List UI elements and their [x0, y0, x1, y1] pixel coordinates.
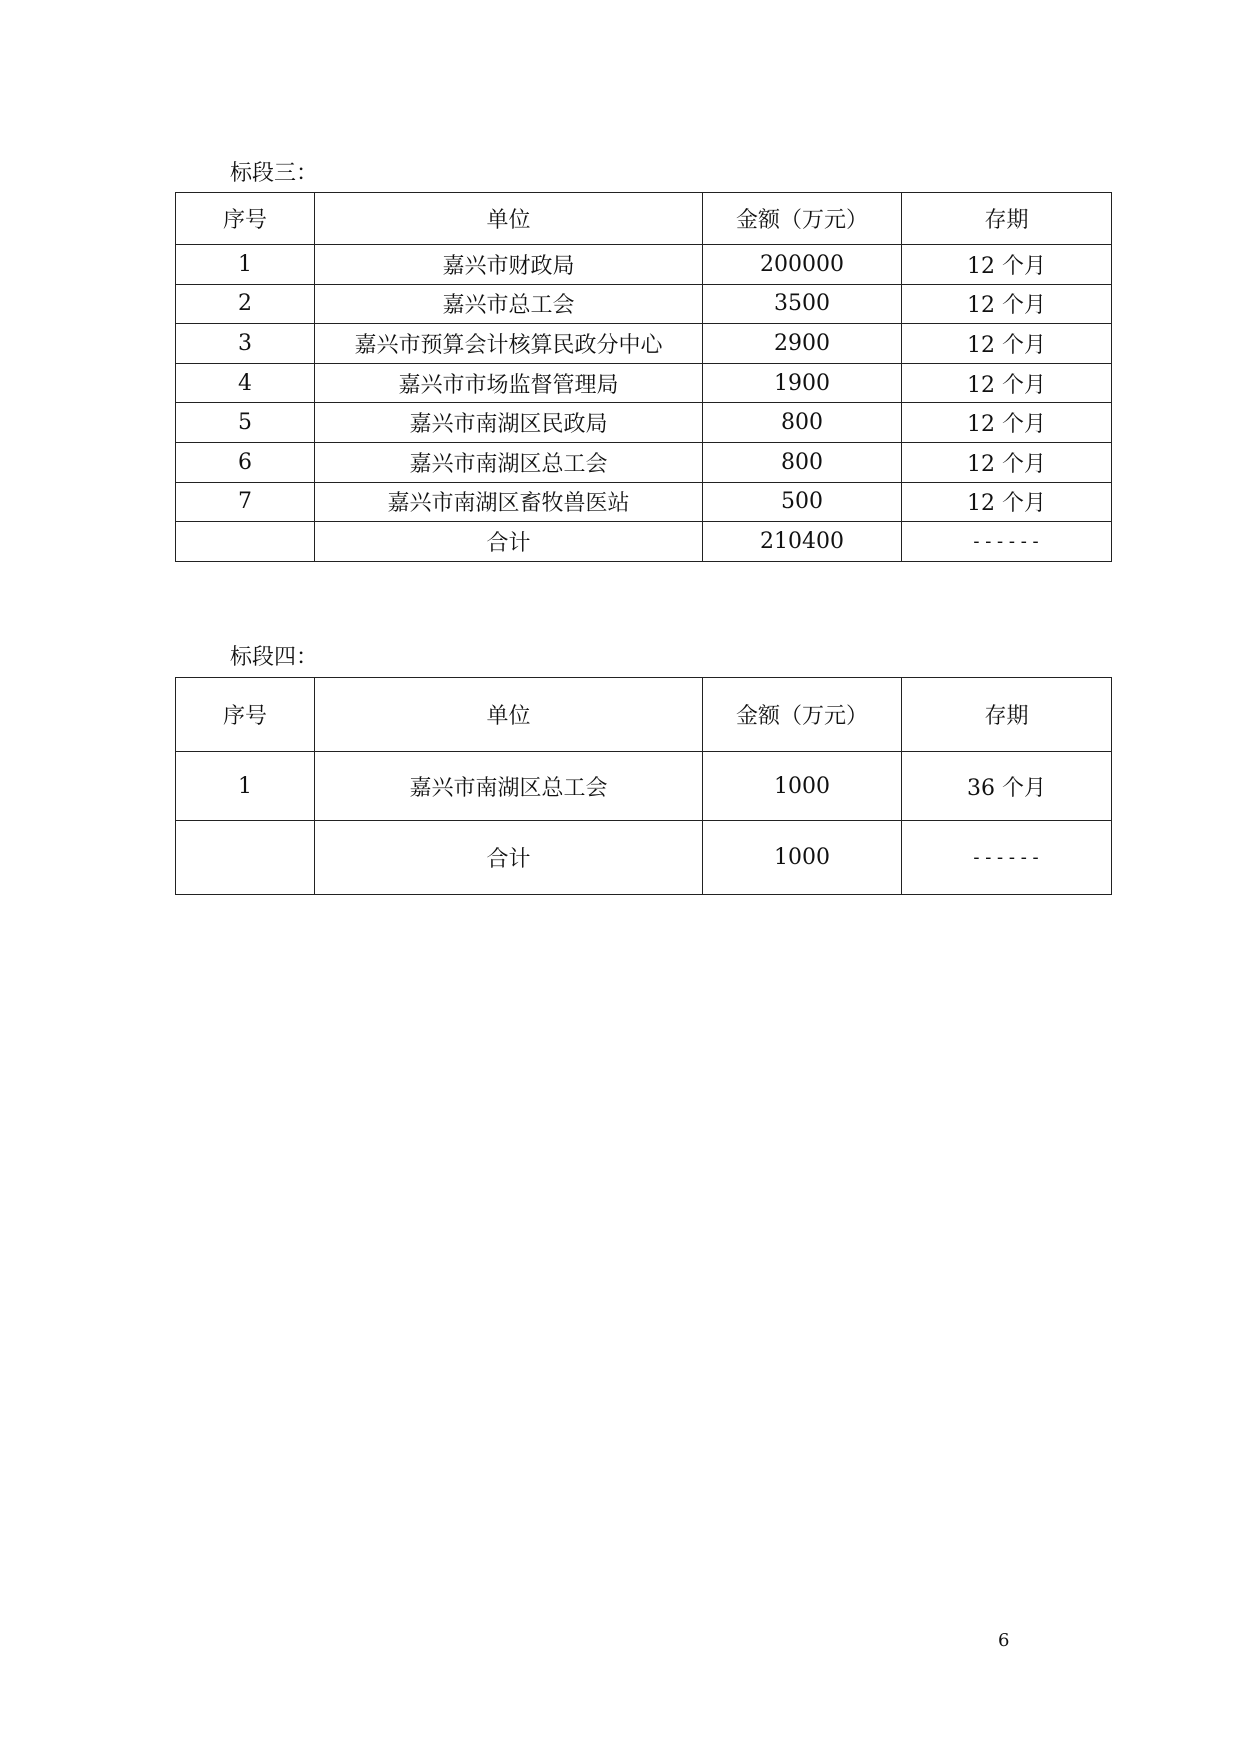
cell-term: 12 个月 — [902, 363, 1112, 403]
section4-label: 标段四： — [230, 645, 319, 670]
cell-index: 1 — [176, 245, 315, 285]
cell-unit: 嘉兴市总工会 — [315, 284, 703, 324]
cell-amount: 800 — [703, 403, 902, 443]
table-header-row — [176, 193, 1112, 245]
cell-unit: 嘉兴市南湖区总工会 — [315, 752, 703, 821]
header-unit: 单位 — [315, 678, 703, 752]
cell-index: 6 — [176, 442, 315, 482]
cell-index: 5 — [176, 403, 315, 443]
cell-term: 12 个月 — [902, 442, 1112, 482]
cell-unit: 嘉兴市南湖区总工会 — [315, 442, 703, 482]
total-term: ------ — [902, 522, 1112, 562]
cell-amount: 500 — [703, 482, 902, 522]
table-row — [176, 284, 1112, 324]
cell-index: 4 — [176, 363, 315, 403]
header-unit: 单位 — [315, 193, 703, 245]
cell-amount: 1000 — [703, 752, 902, 821]
header-term: 存期 — [902, 193, 1112, 245]
header-amount: 金额（万元） — [703, 193, 902, 245]
cell-unit: 嘉兴市财政局 — [315, 245, 703, 285]
cell-term: 12 个月 — [902, 482, 1112, 522]
cell-index: 1 — [176, 752, 315, 821]
cell-term: 12 个月 — [902, 403, 1112, 443]
cell-unit: 嘉兴市预算会计核算民政分中心 — [315, 324, 703, 364]
section4-table — [175, 677, 1112, 895]
cell-amount: 200000 — [703, 245, 902, 285]
page-number: 6 — [998, 1630, 1010, 1651]
header-amount: 金额（万元） — [703, 678, 902, 752]
cell-index: 7 — [176, 482, 315, 522]
total-label: 合计 — [315, 821, 703, 895]
cell-term: 12 个月 — [902, 284, 1112, 324]
header-index: 序号 — [176, 193, 315, 245]
total-index — [176, 821, 315, 895]
cell-term: 12 个月 — [902, 324, 1112, 364]
header-term: 存期 — [902, 678, 1112, 752]
table-row — [176, 245, 1112, 285]
table-row — [176, 324, 1112, 364]
cell-unit: 嘉兴市南湖区畜牧兽医站 — [315, 482, 703, 522]
table-header-row — [176, 678, 1112, 752]
header-index: 序号 — [176, 678, 315, 752]
total-amount: 1000 — [703, 821, 902, 895]
total-index — [176, 522, 315, 562]
table-row — [176, 482, 1112, 522]
section3-table — [175, 192, 1112, 562]
cell-amount: 1900 — [703, 363, 902, 403]
total-row — [176, 522, 1112, 562]
section3-label: 标段三： — [230, 161, 319, 186]
total-amount: 210400 — [703, 522, 902, 562]
table-row — [176, 403, 1112, 443]
total-label: 合计 — [315, 522, 703, 562]
cell-amount: 2900 — [703, 324, 902, 364]
cell-term: 36 个月 — [902, 752, 1112, 821]
total-row — [176, 821, 1112, 895]
cell-unit: 嘉兴市市场监督管理局 — [315, 363, 703, 403]
cell-term: 12 个月 — [902, 245, 1112, 285]
total-term: ------ — [902, 821, 1112, 895]
cell-amount: 3500 — [703, 284, 902, 324]
table-row — [176, 752, 1112, 821]
table-row — [176, 363, 1112, 403]
cell-index: 2 — [176, 284, 315, 324]
cell-amount: 800 — [703, 442, 902, 482]
table-row — [176, 442, 1112, 482]
cell-unit: 嘉兴市南湖区民政局 — [315, 403, 703, 443]
cell-index: 3 — [176, 324, 315, 364]
